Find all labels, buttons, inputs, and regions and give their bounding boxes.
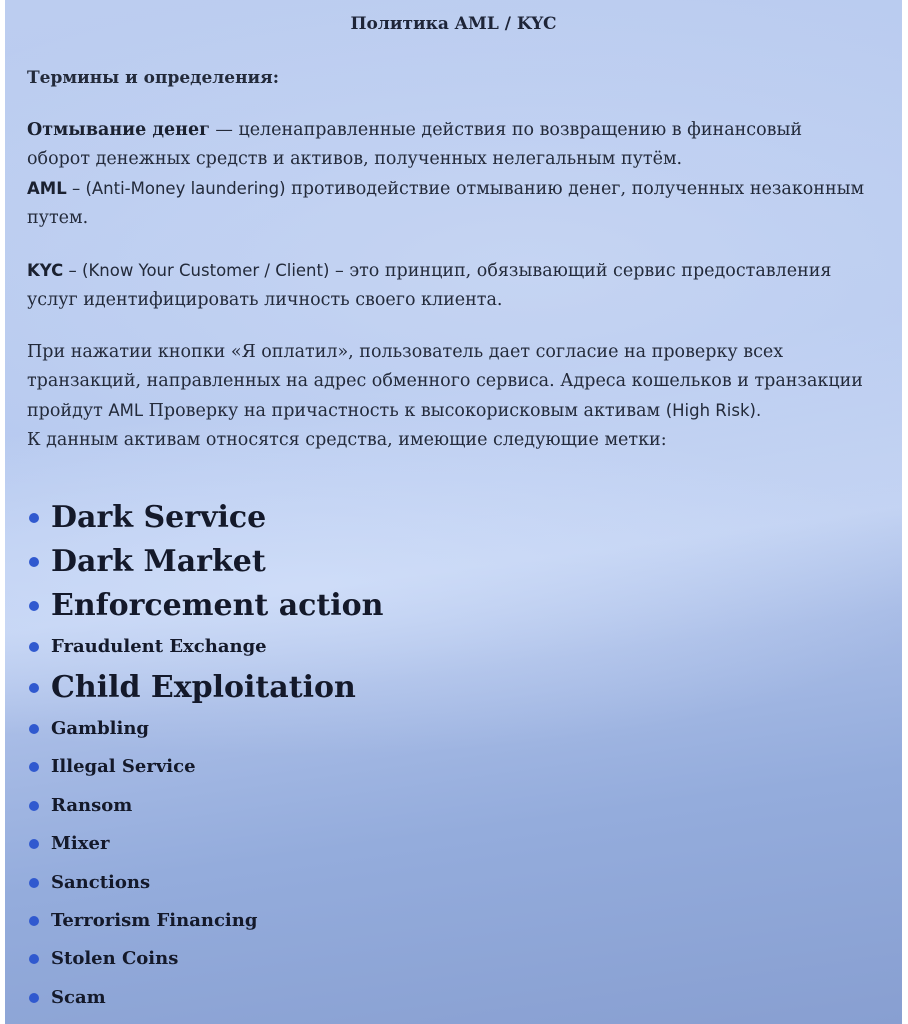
risk-tag-item — [27, 787, 887, 825]
terms-heading: Термины и определения: — [27, 68, 279, 88]
bullet-icon — [29, 513, 39, 523]
risk-tags-list — [27, 496, 887, 1017]
risk-tag-item — [27, 584, 887, 628]
risk-tag-item — [27, 825, 887, 863]
bullet-icon — [29, 993, 39, 1003]
page-title: Политика AML / KYC — [350, 14, 557, 34]
bullet-icon — [29, 801, 39, 811]
risk-tag-label: Stolen Coins — [51, 948, 179, 970]
bullet-icon — [29, 642, 39, 652]
definition-aml — [27, 174, 867, 233]
definition-term: Отмывание денег — [27, 120, 210, 140]
risk-tag-item — [27, 628, 887, 666]
risk-tag-item — [27, 666, 887, 710]
bullet-icon — [29, 683, 39, 693]
definition-term: AML — [27, 179, 67, 198]
definition-text: противодействие отмыванию денег, полученных незаконным путем. — [27, 179, 865, 228]
consent-text-highrisk: (High Risk). — [665, 401, 762, 420]
risk-tag-label: Child Exploitation — [51, 670, 356, 705]
consent-block — [27, 338, 867, 455]
definition-latin: – (Know Your Customer / Client) — [63, 261, 330, 280]
risk-tag-item — [27, 496, 887, 540]
risk-tag-label: Ransom — [51, 794, 133, 816]
risk-tag-item — [27, 864, 887, 902]
consent-text-part1: При нажатии кнопки «Я оплатил», пользователь дает согласие на проверку всех транзакций, направленных на адрес обменного сервиса. Адреса кошельков и транзакции пройдут — [27, 342, 863, 421]
risk-tag-label: Terrorism Financing — [51, 909, 258, 931]
bullet-icon — [29, 557, 39, 567]
definition-text: – это принцип, обязывающий сервис предоставления услуг идентифицировать личность своего клиента. — [27, 261, 832, 310]
definition-latin: – (Anti-Money laundering) — [66, 179, 286, 198]
definition-kyc — [27, 256, 867, 315]
risk-tag-label: Sanctions — [51, 871, 151, 893]
risk-tag-item — [27, 902, 887, 940]
risk-tag-label: Fraudulent Exchange — [51, 636, 267, 657]
risk-tag-label: Enforcement action — [51, 588, 384, 623]
risk-tag-item — [27, 979, 887, 1017]
risk-tag-label: Dark Service — [51, 500, 267, 535]
risk-tag-label: Mixer — [51, 833, 110, 855]
definition-kyc-block — [27, 256, 867, 315]
risk-tag-label: Illegal Service — [51, 756, 196, 778]
risk-tag-item — [27, 540, 887, 584]
tags-intro: К данным активам относятся средства, имеющие следующие метки: — [27, 430, 667, 450]
risk-tag-item — [27, 710, 887, 748]
bullet-icon — [29, 954, 39, 964]
bullet-icon — [29, 724, 39, 734]
risk-tag-label: Gambling — [51, 718, 150, 739]
risk-tag-item — [27, 940, 887, 978]
risk-tag-label: Scam — [51, 986, 106, 1008]
bullet-icon — [29, 601, 39, 611]
bullet-icon — [29, 762, 39, 772]
consent-paragraph — [27, 338, 867, 426]
bullet-icon — [29, 839, 39, 849]
risk-tag-item — [27, 748, 887, 786]
consent-text-part2: Проверку на причастность к высокорисковым активам — [143, 401, 666, 421]
policy-panel — [5, 0, 902, 1024]
definition-text: — целенаправленные действия по возвращению в финансовый оборот денежных средств и активов, полученных нелегальным путём. — [27, 120, 803, 169]
definition-money-laundering — [27, 116, 867, 174]
risk-tag-label: Dark Market — [51, 544, 266, 579]
definitions-block — [27, 116, 867, 233]
consent-text-aml: AML — [108, 401, 144, 420]
bullet-icon — [29, 916, 39, 926]
definition-term: KYC — [27, 261, 64, 280]
bullet-icon — [29, 878, 39, 888]
